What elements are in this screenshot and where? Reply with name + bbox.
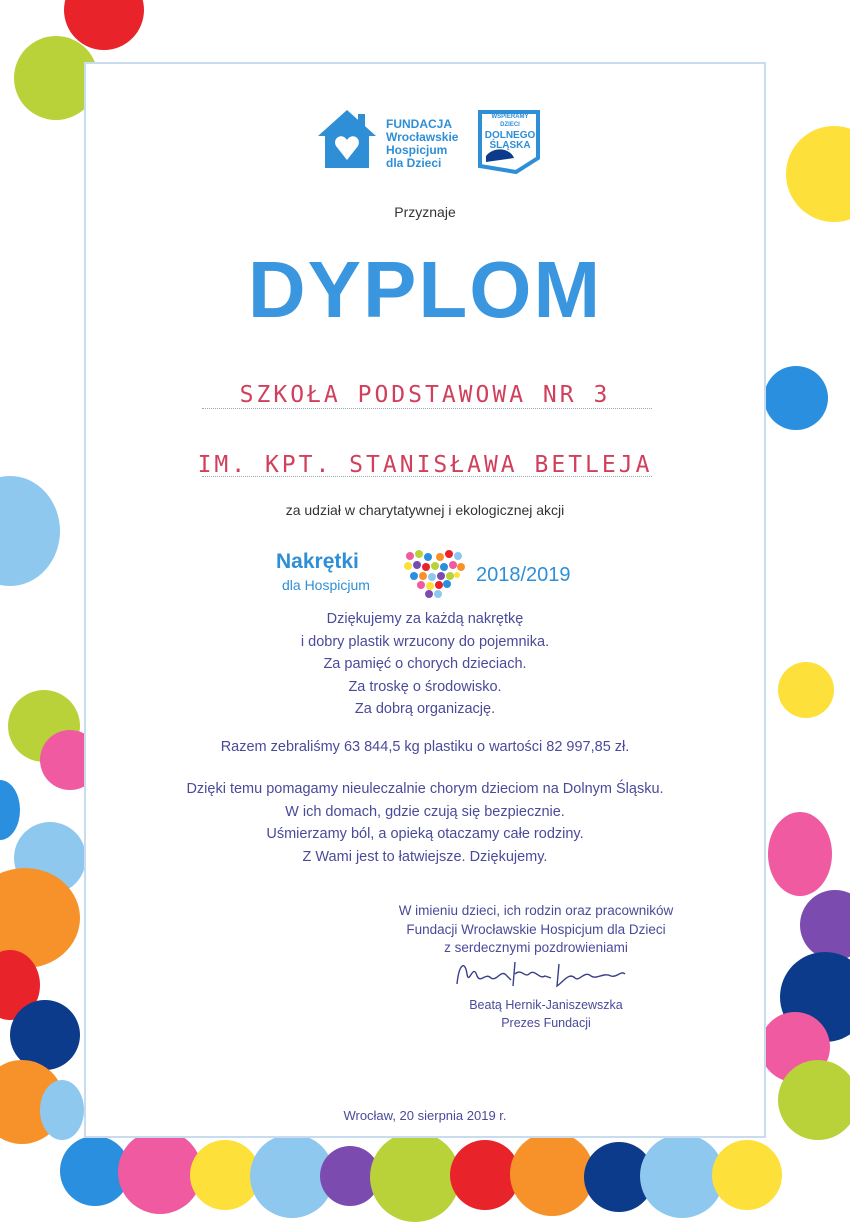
impact-paragraph — [86, 778, 764, 868]
impact-line: Uśmierzamy ból, a opieką otaczamy całe rodziny. — [266, 826, 584, 842]
handwritten-signature — [451, 954, 631, 994]
signer-role: Prezes Fundacji — [501, 1016, 591, 1030]
campaign-year: 2018/2019 — [476, 564, 571, 586]
award-reason: za udział w charytatywnej i ekologicznej akcji — [285, 502, 565, 518]
thanks-line: Dziękujemy za każdą nakrętkę — [326, 611, 524, 627]
dolny-logo-line2: DZIECI — [500, 122, 520, 128]
thanks-line: Za pamięć o chorych dzieciach. — [323, 656, 527, 672]
bottle-caps-heart-icon — [402, 548, 466, 602]
confetti-dot — [768, 812, 832, 896]
dolny-logo-line1: WSPIERAMY — [491, 114, 529, 120]
confetti-dot — [778, 1060, 850, 1140]
hospicjum-logo-text: FUNDACJA Wrocławskie Hospicjum dla Dzieci — [386, 117, 459, 170]
thanks-line: Za dobrą organizację. — [354, 701, 496, 717]
thanks-paragraph — [86, 608, 764, 721]
confetti-dot — [510, 1132, 594, 1216]
house-heart-icon — [314, 106, 380, 172]
recipient-line-2: IM. KPT. STANISŁAWA BETLEJA — [197, 452, 653, 478]
confetti-dot — [40, 1080, 84, 1140]
place-and-date: Wrocław, 20 sierpnia 2019 r. — [343, 1108, 507, 1123]
signer-name: Beatą Hernik-Janiszewszka — [469, 998, 623, 1012]
collection-total: Razem zebraliśmy 63 844,5 kg plastiku o wartości 82 997,85 zł. — [220, 739, 630, 755]
diploma-intro: Przyznaje — [394, 204, 456, 220]
confetti-dot — [778, 662, 834, 718]
impact-line: Dzięki temu pomagamy nieuleczalnie chorym dzieciom na Dolnym Śląsku. — [186, 781, 664, 797]
confetti-dot — [764, 366, 828, 430]
confetti-dot — [800, 890, 850, 960]
thanks-line: Za troskę o środowisko. — [348, 678, 502, 695]
signer-block — [396, 996, 696, 1032]
campaign-name: Nakrętki — [276, 550, 359, 573]
confetti-dot — [0, 476, 60, 586]
closing-line: W imieniu dzieci, ich rodzin oraz pracowników — [398, 903, 674, 918]
dolny-slask-logo — [474, 106, 544, 178]
diploma-sheet — [84, 62, 766, 1138]
campaign-logo — [276, 548, 586, 608]
recipient-line-1: SZKOŁA PODSTAWOWA NR 3 — [239, 382, 611, 408]
confetti-dot — [0, 780, 20, 840]
impact-line: W ich domach, gdzie czują się bezpiecznie. — [285, 803, 565, 820]
diploma-title: DYPLOM — [247, 245, 603, 334]
recipient-underline-1 — [202, 408, 652, 409]
confetti-dot — [786, 126, 850, 222]
thanks-line: i dobry plastik wrzucony do pojemnika. — [300, 633, 550, 650]
closing-line: z serdecznymi pozdrowieniami — [444, 940, 628, 955]
closing-greeting — [336, 902, 736, 958]
campaign-subtitle: dla Hospicjum — [282, 577, 370, 593]
dolny-logo-line3: DOLNEGO ŚLĄSKA — [484, 130, 536, 151]
closing-line: Fundacji Wrocławskie Hospicjum dla Dzieci — [406, 921, 666, 937]
impact-line: Z Wami jest to łatwiejsze. Dziękujemy. — [302, 848, 548, 865]
hospicjum-logo — [314, 104, 464, 174]
recipient-underline-2 — [202, 476, 652, 477]
confetti-dot — [370, 1132, 460, 1222]
